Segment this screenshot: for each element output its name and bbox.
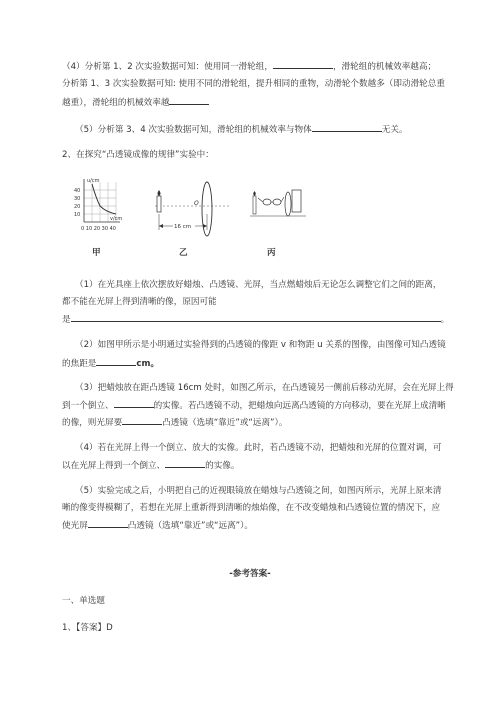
flame-icon-2 [253, 191, 256, 196]
q2-part2-line1: （2）如图甲所示是小明通过实验得到的凸透镜的像距 v 和物距 u 关系的图像，由图像可知凸透镜 [75, 340, 446, 350]
blank-glasses-direction[interactable] [88, 517, 128, 528]
blank-reason[interactable] [71, 311, 441, 322]
svg-text:40: 40 [74, 188, 81, 194]
q2-part3-line3: 的像，则光屏要 凸透镜（选填“靠近”或“远离”）。 [62, 414, 500, 432]
q2-part5-line3: 使光屏 凸透镜（选填“靠近”或“远离”）。 [62, 517, 500, 535]
blank-unrelated-factor[interactable] [312, 121, 382, 132]
glasses-icon [263, 199, 271, 205]
graph-yticks [74, 188, 80, 218]
distance-label: 16 cm [174, 224, 192, 230]
q2-part4-line2: 以在光屏上得到一个倒立、 的实像。 [62, 457, 500, 475]
svg-text:30: 30 [74, 196, 81, 202]
lens-center-label: O [194, 200, 199, 207]
graph-curve [92, 184, 116, 214]
q2-part5-line1: （5）实验完成之后，小明把自己的近视眼镜放在蜡烛与凸透镜之间，如图丙所示，光屏上原来清 [75, 486, 442, 496]
lens-icon-2 [285, 192, 291, 216]
graph-xticks: 0 10 20 30 40 [81, 226, 116, 232]
graph-ylabel: u/cm [87, 178, 100, 184]
q2-part3-line2: 到一个倒立、 的实像。若凸透镜不动，把蜡烛向远离凸透镜的方向移动，要在光屏上成清晰 [62, 397, 500, 415]
q2-part4-line1: （4）若在光屏上得一个倒立、放大的实像。此时，若凸透镜不动，把蜡烛和光屏的位置对调，可 [75, 443, 442, 453]
q2-part2-line2: 的焦距是 cm。 [62, 355, 500, 373]
figure-label-bing: 丙 [267, 248, 276, 258]
blank-image-size[interactable] [114, 397, 154, 408]
q2-part5-line2: 晰的像变得模糊了，若想在光屏上重新得到清晰的烛焰像，在不改变蜡烛和凸透镜位置的情况下，应 [62, 503, 441, 513]
candle-icon-2 [253, 196, 256, 214]
q2-part1-line1: （1）在光具座上依次摆放好蜡烛、凸透镜、光屏，当点燃蜡烛后无论怎么调整它们之间的距离， [75, 280, 442, 290]
blank-screen-direction[interactable] [122, 414, 162, 425]
answer-item-1: 1、【答案】D [62, 623, 113, 633]
graph-xlabel: v/cm [110, 216, 123, 222]
q2-part3-line1: （3）把蜡烛放在距凸透镜 16cm 处时，如图乙所示，在凸透镜另一侧前后移动光屏，会在光屏上得 [75, 383, 454, 393]
candle-icon [157, 196, 161, 212]
q2-figures [70, 176, 310, 260]
svg-text:20: 20 [74, 204, 81, 210]
blank-swapped-image-size[interactable] [165, 457, 205, 468]
blank-focal-length[interactable] [96, 355, 136, 366]
answers-section: 一、单选题 [62, 596, 105, 606]
figure-label-yi: 乙 [179, 248, 188, 258]
q2-heading: 2、在探究“凸透镜成像的规律”实验中： [62, 150, 214, 160]
q2-part1-line2: 都不能在光屏上得到清晰的像，原因可能 [62, 297, 217, 307]
answers-title: -参考答案- [229, 569, 271, 579]
q2-part1-line3: 是 。 [62, 311, 500, 329]
figure-yi-setup [155, 182, 230, 236]
q1-part5: （5）分析第 3、4 次实验数据可知，滑轮组的机械效率与物体 无关。 [75, 121, 500, 139]
blank-efficiency-condition[interactable] [273, 58, 333, 69]
flame-icon [158, 190, 161, 196]
figure-bing-setup [250, 190, 306, 216]
figure-label-jia: 甲 [92, 248, 101, 258]
svg-text:10: 10 [74, 212, 81, 218]
q1-part4-line2: 分析第 1、3 次实验数据可知: 使用不同的滑轮组，提升相同的重物，动滑轮个数越多（即动滑轮总重 [62, 79, 445, 89]
q1-part4-line1: （4）分析第 1、2 次实验数据可知：使用同一滑轮组， ，滑轮组的机械效率越高； [62, 58, 500, 76]
screen-icon [292, 190, 301, 212]
figure-row [70, 176, 310, 256]
figure-jia-graph [74, 178, 122, 232]
blank-efficiency-trend[interactable] [169, 94, 209, 105]
q1-part4-line3: 越重），滑轮组的机械效率越 [62, 94, 500, 112]
